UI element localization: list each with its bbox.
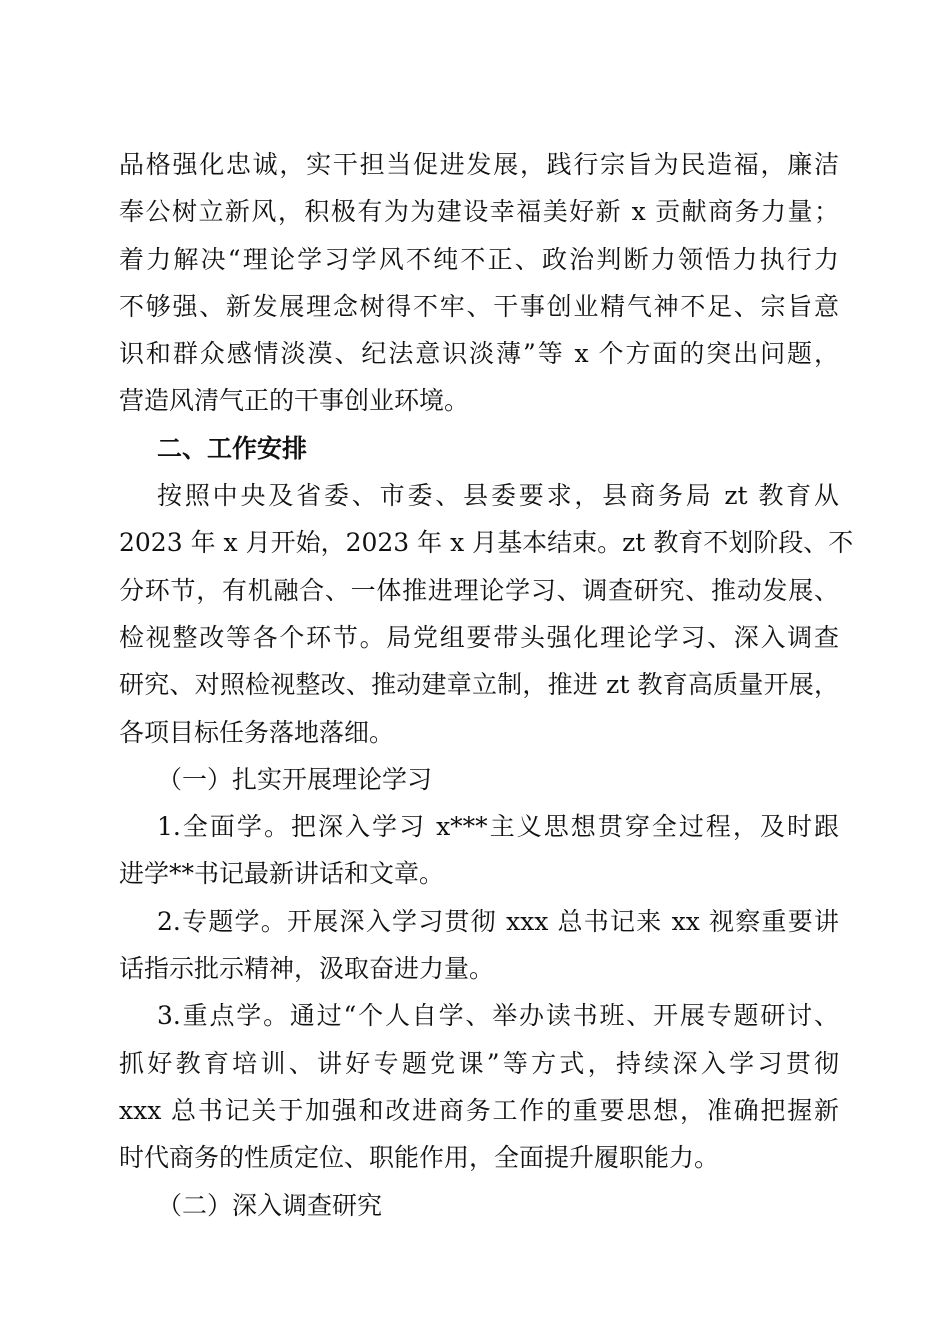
text-line: 检视整改等各个环节。局党组要带头强化理论学习、深入调查: [119, 622, 839, 652]
paragraph-goals: [119, 141, 839, 425]
text-line: 进学**书记最新讲话和文章。: [119, 859, 445, 889]
text-line: 研究、对照检视整改、推动建章立制，推进 zt 教育高质量开展，: [119, 670, 839, 700]
text-line: 奉公树立新风，积极有为为建设幸福美好新 x 贡献商务力量；: [119, 197, 839, 227]
text-line: 时代商务的性质定位、职能作用，全面提升履职能力。: [119, 1143, 720, 1173]
text-line: 营造风清气正的干事创业环境。: [119, 386, 470, 416]
text-line: 2.专题学。开展深入学习贯彻 xxx 总书记来 xx 视察重要讲: [157, 906, 839, 936]
text-line: 不够强、新发展理念树得不牢、干事创业精气神不足、宗旨意: [119, 291, 839, 321]
text-line: 识和群众感情淡漠、纪法意识淡薄”等 x 个方面的突出问题，: [119, 339, 839, 369]
list-item-key-study: [119, 992, 839, 1181]
text-line: 各项目标任务落地落细。: [119, 717, 395, 747]
text-line: 2023 年 x 月开始，2023 年 x 月基本结束。zt 教育不划阶段、不: [119, 528, 854, 558]
paragraph-arrangement: [119, 472, 854, 756]
list-item-topic-study: [119, 898, 839, 993]
text-line: 品格强化忠诚，实干担当促进发展，践行宗旨为民造福，廉洁: [119, 150, 839, 179]
text-line: 按照中央及省委、市委、县委要求，县商务局 zt 教育从: [157, 481, 839, 511]
text-line: xxx 总书记关于加强和改进商务工作的重要思想，准确把握新: [119, 1095, 839, 1125]
text-line: 着力解决“理论学习学风不纯不正、政治判断力领悟力执行力: [119, 244, 839, 274]
text-line: 1.全面学。把深入学习 x***主义思想贯穿全过程，及时跟: [157, 812, 839, 842]
list-item-comprehensive-study: [119, 803, 839, 898]
subsection-heading-theory-study: （一）扎实开展理论学习: [157, 764, 433, 794]
text-line: 话指示批示精神，汲取奋进力量。: [119, 954, 495, 984]
text-line: 抓好教育培训、讲好专题党课”等方式，持续深入学习贯彻: [119, 1048, 839, 1078]
text-line: 3.重点学。通过“个人自学、举办读书班、开展专题研讨、: [157, 1001, 839, 1031]
document-body: [119, 141, 854, 1229]
subsection-heading-investigation: （二）深入调查研究: [157, 1190, 383, 1220]
text-line: 分环节，有机融合、一体推进理论学习、调查研究、推动发展、: [119, 575, 839, 605]
section-heading-work-arrangement: 二、工作安排: [157, 433, 308, 463]
